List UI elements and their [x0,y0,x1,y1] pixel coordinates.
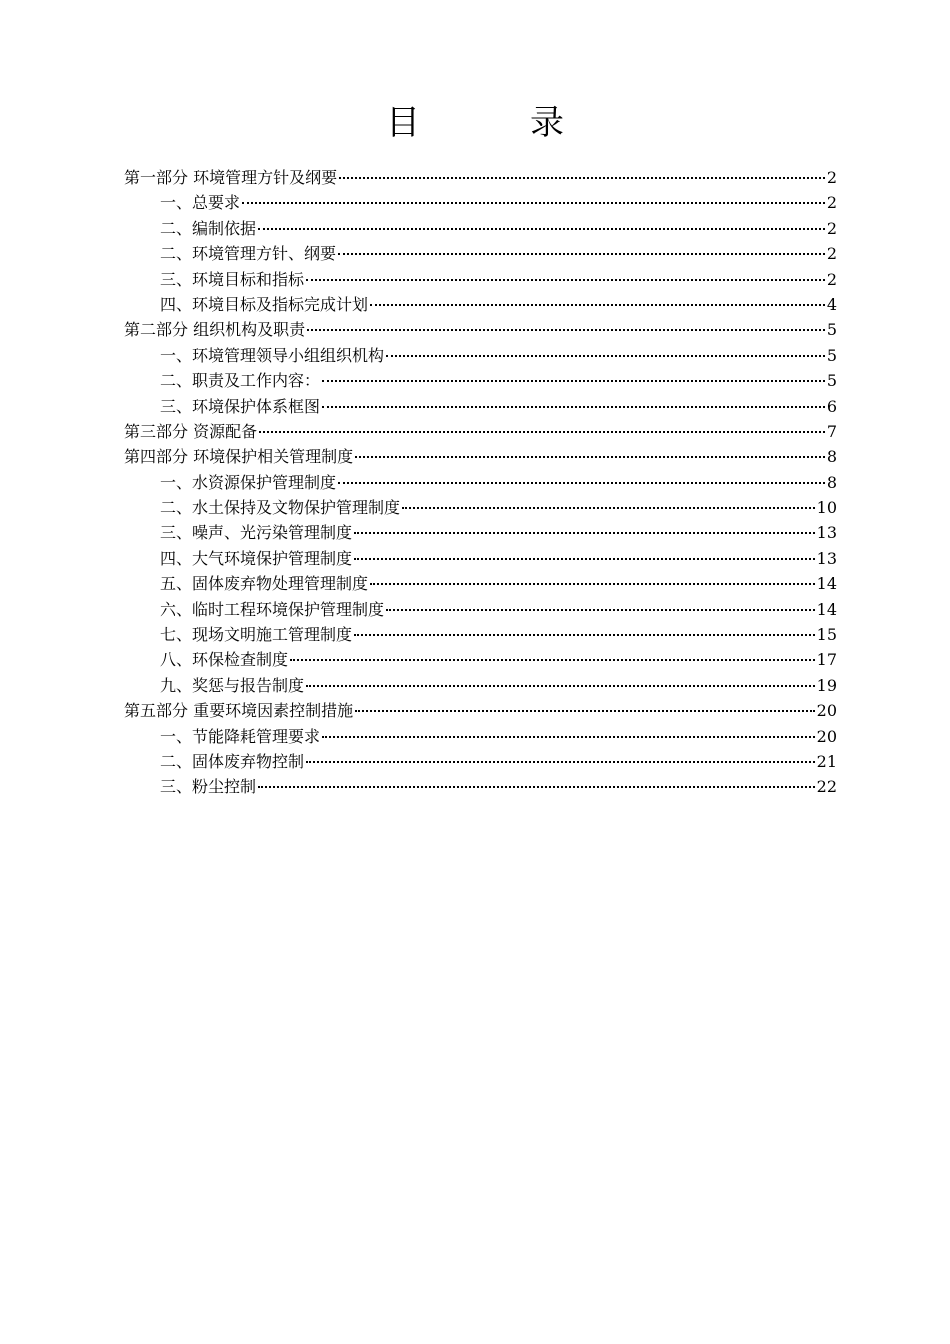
toc-entry-label: 三、粉尘控制 [160,777,257,797]
toc-subsection-entry[interactable] [124,216,837,241]
toc-page-number: 10 [816,498,837,518]
toc-subsection-entry[interactable] [124,647,837,672]
toc-subsection-entry[interactable] [124,394,837,419]
toc-subsection-entry[interactable] [124,343,837,368]
toc-entry-label: 三、噪声、光污染管理制度 [160,523,353,543]
toc-entry-label: 三、环境目标和指标 [160,269,305,289]
toc-entry-label: 二、编制依据 [160,218,257,238]
toc-page-number: 13 [816,548,837,568]
toc-subsection-entry[interactable] [124,571,837,596]
toc-page-number: 13 [816,523,837,543]
toc-dot-leader [322,736,815,738]
toc-entry-label: 第四部分 环境保护相关管理制度 [124,447,354,467]
toc-subsection-entry[interactable] [124,368,837,393]
toc-dot-leader [370,583,815,585]
toc-dot-leader [370,304,825,306]
toc-section-entry[interactable] [124,419,837,444]
toc-dot-leader [322,380,825,382]
toc-dot-leader [338,253,825,255]
toc-entry-label: 六、临时工程环境保护管理制度 [160,599,385,619]
toc-dot-leader [402,507,815,509]
toc-dot-leader [290,659,815,661]
toc-page-number: 5 [826,371,837,391]
toc-dot-leader [354,634,815,636]
toc-subsection-entry[interactable] [124,292,837,317]
toc-entry-label: 四、大气环境保护管理制度 [160,548,353,568]
toc-page-number: 5 [826,345,837,365]
toc-entry-label: 一、总要求 [160,193,241,213]
toc-page-number: 15 [816,625,837,645]
toc-dot-leader [355,710,815,712]
toc-dot-leader [242,202,825,204]
toc-page-number: 17 [816,650,837,670]
toc-section-entry[interactable] [124,165,837,190]
toc-subsection-entry[interactable] [124,622,837,647]
toc-dot-leader [339,177,825,179]
toc-dot-leader [307,329,825,331]
toc-title: 目 录 [386,103,602,143]
toc-entry-label: 二、职责及工作内容： [160,371,321,391]
toc-entry-label: 五、固体废弃物处理管理制度 [160,574,369,594]
toc-page-number: 4 [826,294,837,314]
toc-entry-label: 一、节能降耗管理要求 [160,726,321,746]
toc-entry-label: 七、现场文明施工管理制度 [160,625,353,645]
toc-page-number: 6 [826,396,837,416]
toc-page-number: 7 [826,421,837,441]
toc-subsection-entry[interactable] [124,597,837,622]
toc-page-number: 5 [826,320,837,340]
toc-subsection-entry[interactable] [124,724,837,749]
toc-dot-leader [354,532,815,534]
toc-entry-label: 九、奖惩与报告制度 [160,675,305,695]
toc-entry-label: 二、环境管理方针、纲要 [160,244,337,264]
toc-page-number: 20 [816,726,837,746]
toc-entry-label: 一、环境管理领导小组组织机构 [160,345,385,365]
table-of-contents [124,165,837,800]
toc-page-number: 19 [816,675,837,695]
toc-page-number: 2 [826,193,837,213]
toc-page-number: 22 [816,777,837,797]
toc-subsection-entry[interactable] [124,673,837,698]
toc-page-number: 2 [826,218,837,238]
toc-page-number: 8 [826,472,837,492]
toc-subsection-entry[interactable] [124,241,837,266]
toc-dot-leader [306,761,815,763]
toc-subsection-entry[interactable] [124,546,837,571]
toc-page-number: 2 [826,244,837,264]
toc-entry-label: 第二部分 组织机构及职责 [124,320,306,340]
toc-section-entry[interactable] [124,698,837,723]
toc-entry-label: 二、固体废弃物控制 [160,751,305,771]
toc-entry-label: 第五部分 重要环境因素控制措施 [124,701,354,721]
toc-dot-leader [259,431,825,433]
toc-entry-label: 四、环境目标及指标完成计划 [160,294,369,314]
toc-entry-label: 第一部分 环境管理方针及纲要 [124,168,338,187]
toc-dot-leader [306,685,815,687]
toc-dot-leader [386,355,825,357]
toc-page-number: 20 [816,701,837,721]
toc-section-entry[interactable] [124,444,837,469]
toc-page-number: 2 [826,168,837,187]
toc-subsection-entry[interactable] [124,774,837,799]
toc-entry-label: 八、环保检查制度 [160,650,289,670]
toc-page-number: 14 [816,574,837,594]
toc-subsection-entry[interactable] [124,495,837,520]
toc-dot-leader [355,456,825,458]
toc-page-number: 8 [826,447,837,467]
toc-dot-leader [322,406,825,408]
toc-section-entry[interactable] [124,317,837,342]
toc-subsection-entry[interactable] [124,267,837,292]
toc-subsection-entry[interactable] [124,190,837,215]
toc-page-number: 14 [816,599,837,619]
toc-page-number: 21 [816,751,837,771]
toc-dot-leader [386,609,815,611]
toc-entry-label: 一、水资源保护管理制度 [160,472,337,492]
toc-subsection-entry[interactable] [124,470,837,495]
toc-subsection-entry[interactable] [124,520,837,545]
toc-dot-leader [258,228,825,230]
toc-dot-leader [354,558,815,560]
toc-entry-label: 第三部分 资源配备 [124,421,258,441]
toc-dot-leader [306,279,825,281]
toc-dot-leader [258,786,815,788]
toc-page-number: 2 [826,269,837,289]
toc-subsection-entry[interactable] [124,749,837,774]
toc-entry-label: 二、水土保持及文物保护管理制度 [160,498,401,518]
toc-dot-leader [338,482,825,484]
toc-entry-label: 三、环境保护体系框图 [160,396,321,416]
